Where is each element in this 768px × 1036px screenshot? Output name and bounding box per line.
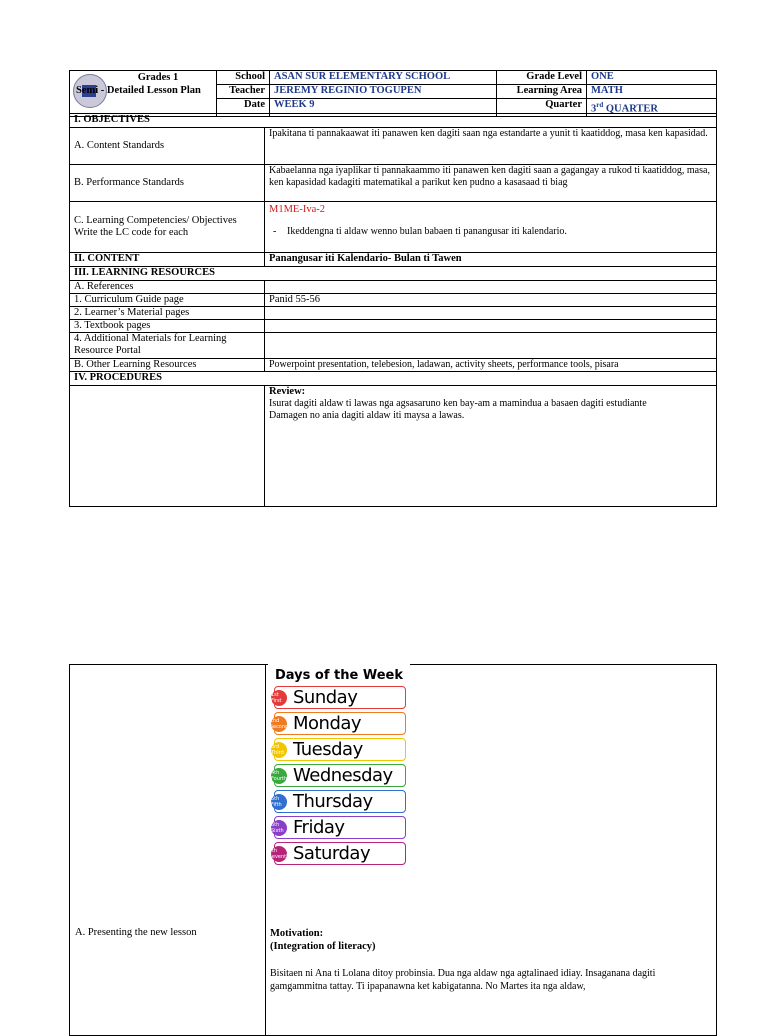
competency-text: Ikeddengna ti aldaw wenno bulan babaen ti panangusar iti kalendario. (287, 226, 567, 237)
lesson-plan-table (69, 70, 717, 117)
teacher-value: JEREMY REGINIO TOGUPEN (270, 85, 497, 99)
resources-heading: III. LEARNING RESOURCES (70, 267, 717, 281)
review-cell (265, 386, 717, 507)
competency-code: M1ME-Iva-2 (269, 204, 325, 215)
motivation-block (270, 927, 710, 993)
other-label: B. Other Learning Resources (70, 359, 265, 372)
other-value: Powerpoint presentation, telebesion, ladawan, activity sheets, performance tools, pisara (265, 359, 717, 372)
day-badge-icon: 4th Fourth (270, 769, 288, 782)
day-badge-icon: 1st First (271, 690, 287, 706)
day-label: Thursday (293, 790, 373, 812)
days-chart-title: Days of the Week (275, 668, 403, 683)
review-line-2: Damagen no ania dagiti aldaw iti maysa a lawas. (269, 410, 465, 421)
school-label: School (217, 71, 270, 85)
learning-area-label: Learning Area (497, 85, 587, 99)
date-value: WEEK 9 (270, 99, 497, 117)
day-label: Monday (293, 712, 362, 734)
integration-text: (Integration of literacy) (270, 941, 376, 952)
objectives-heading: I. OBJECTIVES (70, 114, 717, 128)
grade-level-value: ONE (587, 71, 717, 85)
curriculum-label: 1. Curriculum Guide page (70, 294, 265, 307)
header-title-cell (70, 71, 217, 117)
days-list (268, 686, 410, 865)
performance-standards-label: B. Performance Standards (70, 165, 265, 202)
review-title: Review: (269, 386, 306, 397)
references-value (265, 281, 717, 294)
grades-label: Grades 1 (137, 72, 179, 83)
date-label: Date (217, 99, 270, 117)
school-value: ASAN SUR ELEMENTARY SCHOOL (270, 71, 497, 85)
day-row-thursday (271, 790, 406, 813)
grade-level-label: Grade Level (497, 71, 587, 85)
content-standards-label: A. Content Standards (70, 128, 265, 165)
motivation-title: Motivation: (270, 928, 324, 939)
competencies-cell (265, 202, 717, 253)
day-badge-icon: 3rd Third (271, 742, 287, 758)
day-badge-icon: 6th Sixth (271, 820, 287, 836)
learning-area-value: MATH (587, 85, 717, 99)
references-label: A. References (70, 281, 265, 294)
textbook-label: 3. Textbook pages (70, 320, 265, 333)
additional-value (265, 333, 717, 359)
content-text: Panangusar iti Kalendario- Bulan ti Tawen (265, 253, 717, 267)
performance-standards-text: Kabaelanna nga iyaplikar ti pannakaammo iti panawen ken dagiti saan a gagangay a rukod ti kaatiddog, masa, ken kapasidad kadagiti matematikal a parikut ken pudno a kasasaad ti biag (265, 165, 717, 202)
content-standards-text: Ipakitana ti pannakaawat iti panawen ken dagiti saan nga estandarte a yunit ti kaatiddog, masa ken kapasidad. (265, 128, 717, 165)
day-row-monday (269, 712, 406, 735)
day-badge-icon: 2nd Second (269, 717, 289, 730)
day-label: Wednesday (293, 764, 393, 786)
day-label: Friday (293, 816, 345, 838)
story-text: Bisitaen ni Ana ti Lolana ditoy probinsia. Dua nga aldaw nga agtalinaed idiay. Insaganana dagiti gamgammitna tattay. Ti ipapanawna ket kabigatanna. No Martes ita nga aldaw, (270, 968, 656, 992)
quarter-value: 3rd QUARTER (587, 99, 717, 117)
days-of-week-chart (268, 664, 410, 864)
quarter-label: Quarter (497, 99, 587, 117)
learners-value (265, 307, 717, 320)
curriculum-value: Panid 55-56 (265, 294, 717, 307)
textbook-value (265, 320, 717, 333)
day-row-wednesday (270, 764, 406, 787)
presenting-label: A. Presenting the new lesson (75, 927, 197, 938)
learners-label: 2. Learner’s Material pages (70, 307, 265, 320)
column-divider (265, 665, 266, 1035)
content-label: II. CONTENT (70, 253, 265, 267)
day-label: Saturday (293, 842, 371, 864)
day-label: Tuesday (293, 738, 363, 760)
day-badge-icon: 7th Seventh (268, 847, 290, 860)
competencies-label: C. Learning Competencies/ Objectives Write the LC code for each (70, 202, 265, 253)
day-row-sunday (271, 686, 406, 709)
day-row-tuesday (271, 738, 406, 761)
day-row-saturday (268, 842, 406, 865)
objectives-table (69, 113, 717, 507)
competency-bullet: - Ikeddengna ti aldaw wenno bulan babaen ti panangusar iti kalendario. (273, 226, 567, 237)
review-line-1: Isurat dagiti aldaw ti lawas nga agsasaruno ken bay-am a mamindua a basaen dagiti estudiante (269, 398, 647, 409)
plan-title: Semi - Detailed Lesson Plan (76, 85, 201, 96)
procedure-label-empty (70, 386, 265, 507)
day-badge-icon: 5th Fifth (271, 794, 287, 810)
procedures-heading: IV. PROCEDURES (70, 372, 717, 386)
teacher-label: Teacher (217, 85, 270, 99)
additional-label: 4. Additional Materials for Learning Resource Portal (70, 333, 265, 359)
day-label: Sunday (293, 686, 358, 708)
day-row-friday (271, 816, 406, 839)
